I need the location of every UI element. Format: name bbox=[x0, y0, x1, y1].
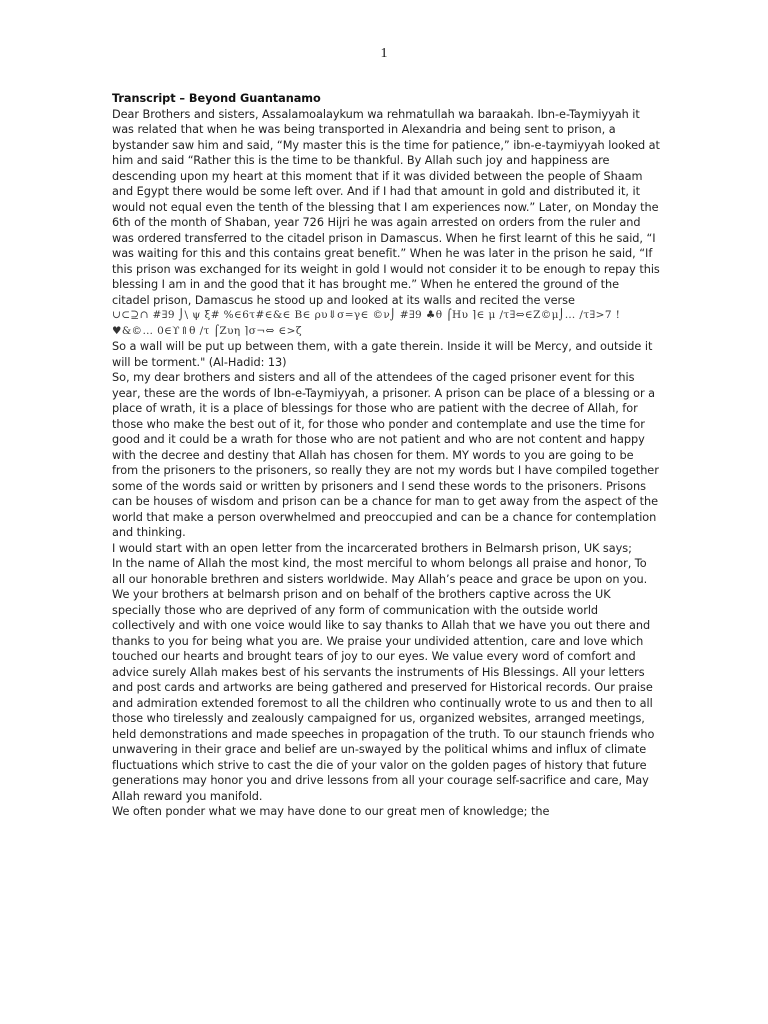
document-body bbox=[112, 91, 660, 820]
paragraph-letter-intro: I would start with an open letter from the incarcerated brothers in Belmarsh prison, UK says; bbox=[112, 541, 632, 555]
paragraph-closing: We often ponder what we may have done to our great men of knowledge; the bbox=[112, 805, 550, 818]
page-number: 1 bbox=[380, 46, 388, 61]
paragraph-verse-translation: So a wall will be put up between them, with a gate therein. Inside it will be Mercy, and outside it will be torment." (Al-Hadid: 13) bbox=[112, 340, 653, 369]
paragraph-prisoners: So, my dear brothers and sisters and all of the attendees of the caged prisoner event for this year, these are the words of Ibn-e-Taymiyyah, a prisoner. A prison can be place of a blessing or a place of wrath, it is a place of blessings for those who are patient with the decree of Allah, for those who make the best out of it, for those who ponder and contemplate and use the time for good and it could be a wrath for those who are not patient and who are not content and happy with the decree and destiny that Allah has chosen for them. MY words to you are going to be from the prisoners to the prisoners, so really they are not my words but I have compiled together some of the words said or written by prisoners and I send these words to the prisoners. Prisons can be houses of wisdom and prison can be a chance for man to get away from the aspect of the world that make a person overwhelmed and preoccupied and can be a chance for contemplation and thinking. bbox=[112, 371, 659, 539]
document-title: Transcript – Beyond Guantanamo bbox=[112, 92, 321, 105]
paragraph-intro: Dear Brothers and sisters, Assalamoalaykum wa rehmatullah wa baraakah. Ibn-e-Taymiyyah it was related that when he was being transported in Alexandria and being sent to prison, a bystander saw him and said, “My master this is the time for patience,” ibn-e-taymiyyah looked at him and said “Rather this is the time to be thankful. By Allah such joy and happiness are descending upon my heart at this moment that if it was divided between the people of Shaam and Egypt there would be some left over. And if I had that amount in gold and distributed it, it would not equal even the tenth of the blessing that I am experiences now.” Later, on Monday the 6th of the month of Shaban, year 726 Hijri he was again arrested on orders from the ruler and was ordered transferred to the citadel prison in Damascus. When he first learnt of this he said, “I was waiting for this and this contains great benefit.” When he was later in the prison he said, “If this prison was exchanged for its weight in gold I would not consider it to be enough to repay this blessing I am in and the good that it has brought me.” When he entered the ground of the citadel prison, Damascus he stood up and looked at its walls and recited the verse bbox=[112, 107, 660, 307]
paragraph-letter-body: In the name of Allah the most kind, the most merciful to whom belongs all praise and honor, To all our honorable brethren and sisters worldwide. May Allah’s peace and grace be upon on you. We your brothers at belmarsh prison and on behalf of the brothers captive across the UK specially those who are deprived of any form of communication with the outside world collectively and with one voice would like to say thanks to Allah that we have you out there and thanks to you for being what you are. We praise your undivided attention, care and love which touched our hearts and brought tears of joy to our eyes. We value every word of comfort and advice surely Allah makes best of his servants the instruments of His Blessings. All your letters and post cards and artworks are being gathered and preserved for Historical records. Our praise and admiration extended foremost to all the children who continually wrote to us and then to all those who tirelessly and zealously campaigned for us, organized websites, arranged meetings, held demonstrations and made speeches in propagation of the truth. To our staunch friends who unwavering in their grace and belief are un-swayed by the political whims and influx of climate fluctuations which strive to cast the die of your valor on the golden pages of history that future generations may honor you and drive lessons from all your courage self-sacrifice and care, May Allah reward you manifold. bbox=[112, 557, 655, 803]
verse-arabic-glyphs: ∪⊂⊇∩ #∃9 ⌡\ ψ ξ# %∈6τ#∈&∈ Β∈ ρυ⇓σ=γ∈ ©ν⌡ #∃9 ♣θ ⌠Ηυ ⌉∈ μ /τ∃⇔∈Ζ©μ⌡… /τ∃>7 !♥&©… 0∈ϒ⇑θ /τ ⌠Ζυη ⌉σ¬⇔ ∈>ζ bbox=[112, 309, 621, 337]
